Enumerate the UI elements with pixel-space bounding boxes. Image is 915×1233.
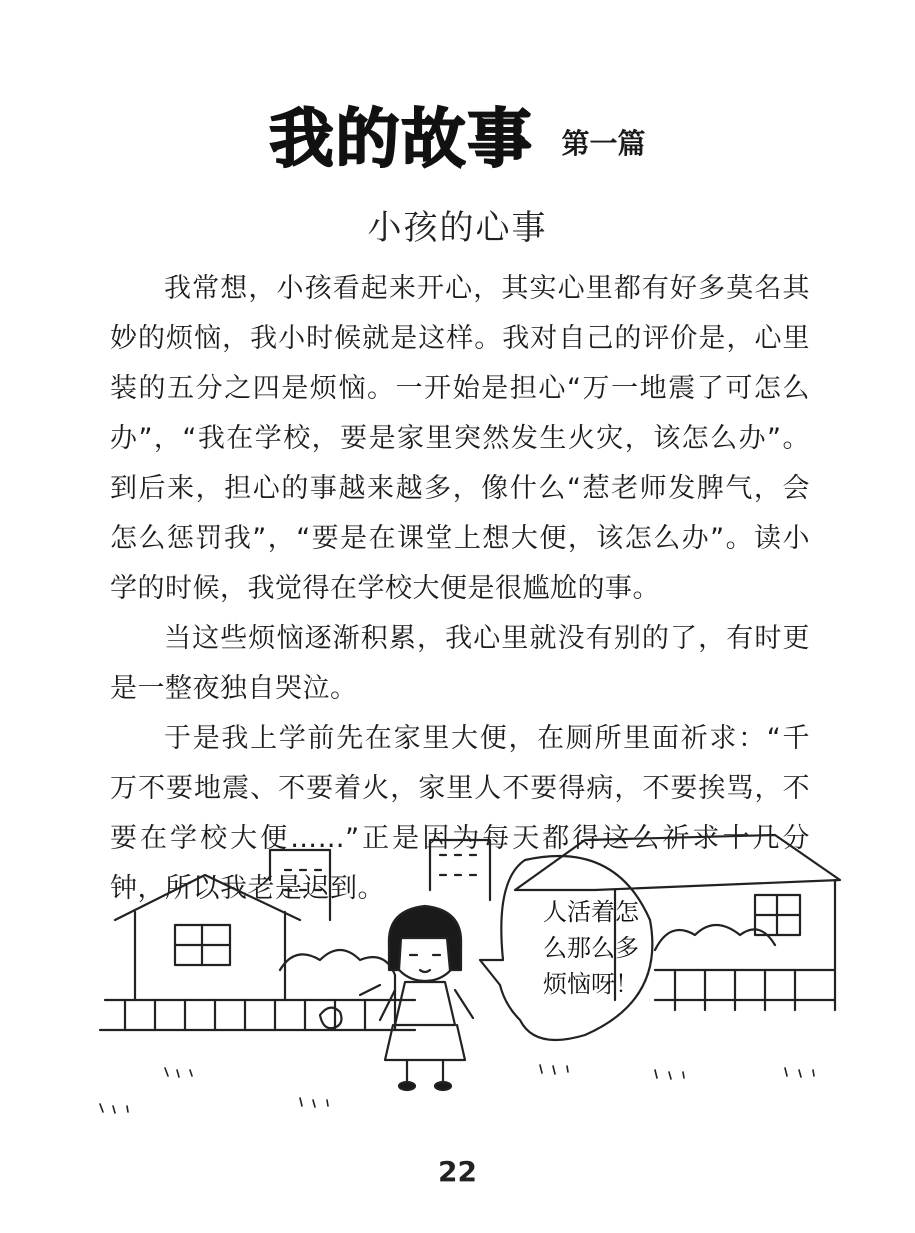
- illustration-scene: [95, 820, 855, 1120]
- speech-line-2: 么那么多: [543, 934, 639, 962]
- paragraph-2: 当这些烦恼逐渐积累，我心里就没有别的了，有时更是一整夜独自哭泣。: [110, 623, 810, 704]
- body-text: [110, 264, 810, 914]
- chapter-section: 第一篇: [561, 127, 646, 160]
- story-subtitle: 小孩的心事: [367, 208, 548, 248]
- girl-character-drawing: [320, 906, 473, 1090]
- speech-line-1: 人活着怎: [543, 898, 639, 926]
- paragraph-3: 于是我上学前先在家里大便，在厕所里面祈求：“千万不要地震、不要着火，家里人不要得病，不要挨骂，不要在学校大便……”正是因为每天都得这么祈求十几分钟，所以我老是迟到。: [110, 723, 810, 904]
- center-building-drawing: [430, 840, 490, 900]
- page-header: [0, 88, 915, 180]
- speech-line-3: 烦恼呀！: [543, 970, 639, 998]
- paragraph-1: 我常想，小孩看起来开心，其实心里都有好多莫名其妙的烦恼，我小时候就是这样。我对自己的评价是，心里装的五分之四是烦恼。一开始是担心“万一地震了可怎么办”，“我在学校，要是家里突然发生火灾，该怎么办”。到后来，担心的事越来越多，像什么“惹老师发脾气，会怎么惩罚我”，“要是在课堂上想大便，该怎么办”。读小学的时候，我觉得在学校大便是很尴尬的事。: [110, 273, 810, 604]
- chapter-title: 我的故事: [269, 103, 534, 177]
- left-house-drawing: [100, 875, 415, 1030]
- ground-marks-drawing: [100, 1065, 814, 1113]
- page-number: 22: [438, 1155, 477, 1188]
